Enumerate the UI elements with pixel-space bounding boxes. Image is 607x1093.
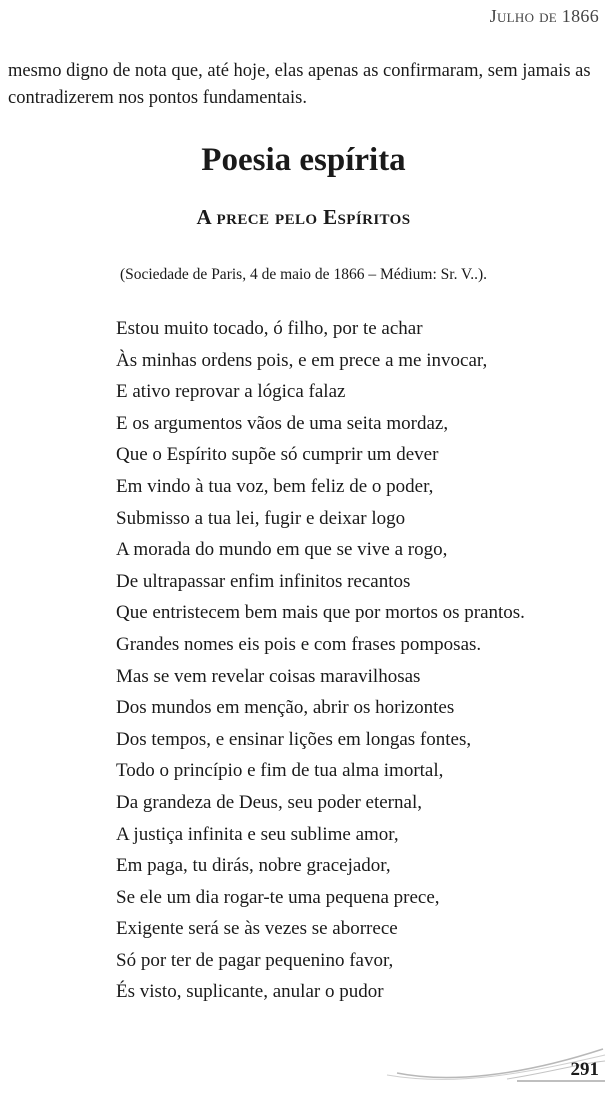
- poem-line: Submisso a tua lei, fugir e deixar logo: [116, 507, 406, 529]
- poem-line: A justiça infinita e seu sublime amor,: [116, 823, 399, 845]
- poem-line: Se ele um dia rogar-te uma pequena prece,: [116, 886, 440, 908]
- poem-line: Da grandeza de Deus, seu poder eternal,: [116, 791, 422, 813]
- poem-line: Estou muito tocado, ó filho, por te achar: [116, 318, 423, 339]
- poem-line: Dos tempos, e ensinar lições em longas fontes,: [116, 728, 472, 750]
- poem-line: Exigente será se às vezes se aborrece: [116, 918, 398, 940]
- poem-line: Em paga, tu dirás, nobre gracejador,: [116, 855, 391, 877]
- poem-line: Que entristecem bem mais que por mortos os prantos.: [116, 602, 525, 624]
- poem-line: Dos mundos em menção, abrir os horizontes: [116, 697, 455, 719]
- poem-line: De ultrapassar enfim infinitos recantos: [116, 570, 411, 592]
- section-subtitle: A prece pelo Espíritos: [196, 205, 411, 229]
- poem-line: Às minhas ordens pois, e em prece a me invocar,: [116, 349, 488, 371]
- poem-line: Só por ter de pagar pequenino favor,: [116, 949, 394, 971]
- page-number: 291: [570, 1059, 599, 1080]
- poem-line: E ativo reprovar a lógica falaz: [116, 381, 346, 403]
- running-head: Julho de 1866: [489, 6, 599, 26]
- poem-line: És visto, suplicante, anular o pudor: [116, 981, 384, 1003]
- poem-line: A morada do mundo em que se vive a rogo,: [116, 539, 448, 561]
- poem-line: Que o Espírito supõe só cumprir um dever: [116, 444, 439, 466]
- section-title: Poesia espírita: [201, 142, 406, 178]
- poem-line: E os argumentos vãos de uma seita mordaz,: [116, 412, 449, 434]
- poem-line: Grandes nomes eis pois e com frases pomposas.: [116, 633, 482, 655]
- poem: [116, 314, 525, 1009]
- intro-paragraph: mesmo digno de nota que, até hoje, elas apenas as confirmaram, sem jamais as contradizerem nos pontos fundamentais.: [8, 61, 591, 108]
- source-note: (Sociedade de Paris, 4 de maio de 1866 – Médium: Sr. V..).: [119, 266, 488, 283]
- poem-line: Em vindo à tua voz, bem feliz de o poder,: [116, 475, 434, 497]
- poem-line: Todo o princípio e fim de tua alma imortal,: [116, 760, 444, 782]
- poem-line: Mas se vem revelar coisas maravilhosas: [116, 665, 421, 687]
